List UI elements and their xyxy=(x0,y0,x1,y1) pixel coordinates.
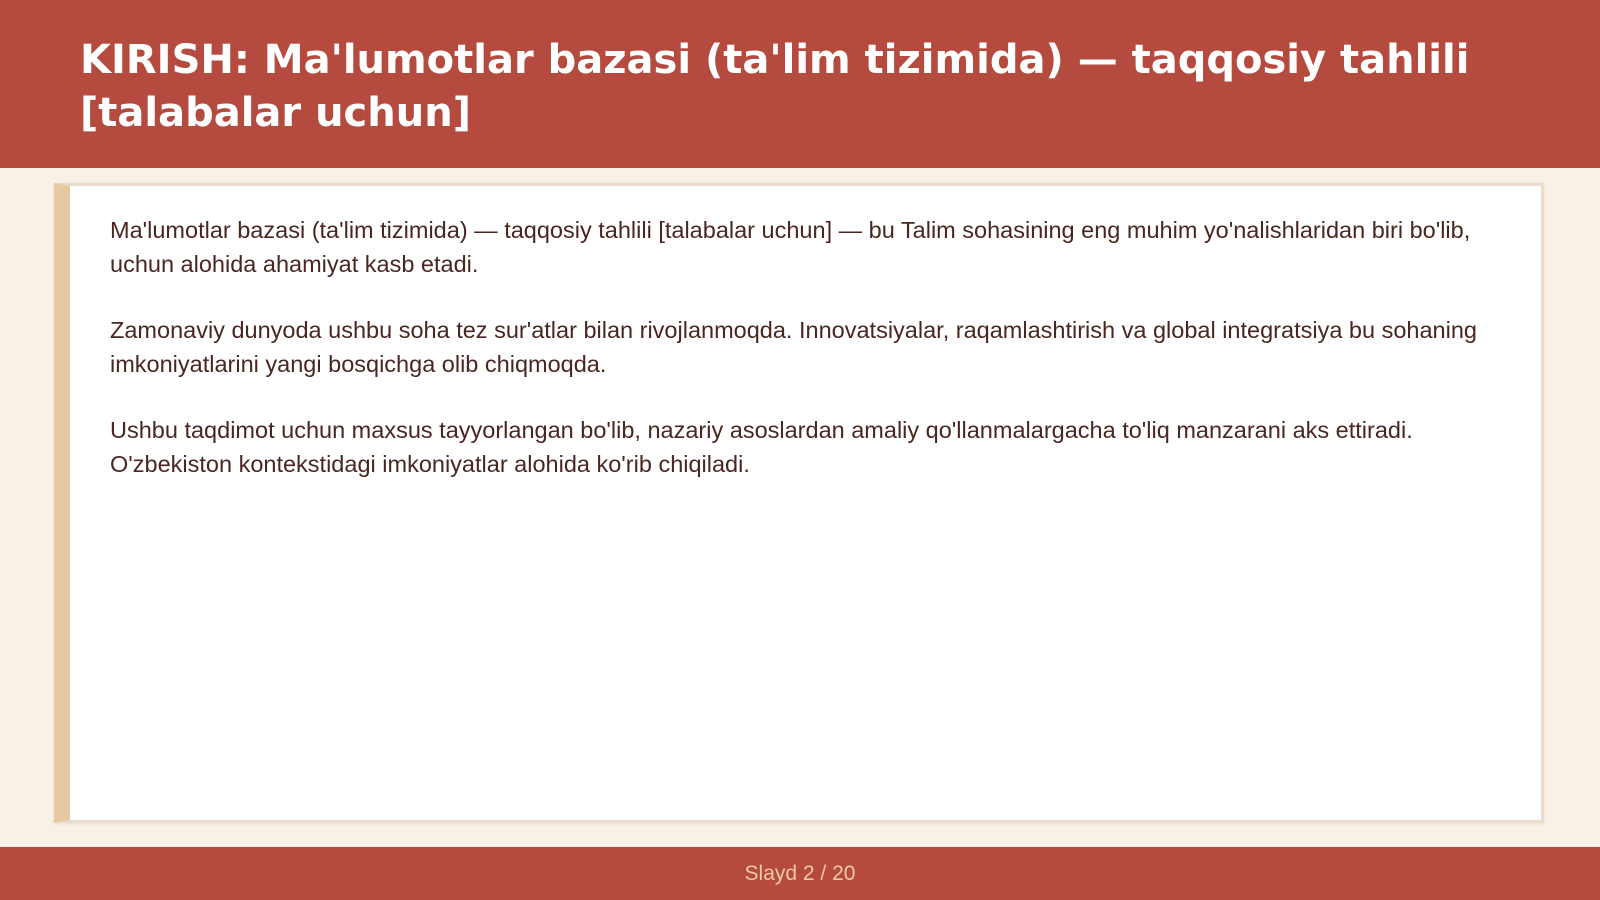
content-paragraph: Zamonaviy dunyoda ushbu soha tez sur'atlar bilan rivojlanmoqda. Innovatsiyalar, raqamlashtirish va global integratsiya bu sohaning imkoniyatlarini yangi bosqichga olib chiqmoqda. xyxy=(110,317,1477,377)
content-paragraph: Ma'lumotlar bazasi (ta'lim tizimida) — taqqosiy tahlili [talabalar uchun] — bu Talim sohasining eng muhim yo'nalishlaridan biri bo'lib, uchun alohida ahamiyat kasb etadi. xyxy=(110,217,1471,277)
content-body xyxy=(110,213,1500,513)
content-paragraph: Ushbu taqdimot uchun maxsus tayyorlangan bo'lib, nazariy asoslardan amaliy qo'llanmalargacha to'liq manzarani aks ettiradi. O'zbekiston kontekstidagi imkoniyatlar alohida ko'rib chiqiladi. xyxy=(110,417,1413,477)
content-card xyxy=(54,183,1544,823)
slide-title: KIRISH: Ma'lumotlar bazasi (ta'lim tizimida) — taqqosiy tahlili [talabalar uchun] xyxy=(80,37,1470,136)
slide-header xyxy=(0,0,1600,168)
slide-counter: Slayd 2 / 20 xyxy=(744,861,856,885)
slide-footer xyxy=(0,847,1600,900)
